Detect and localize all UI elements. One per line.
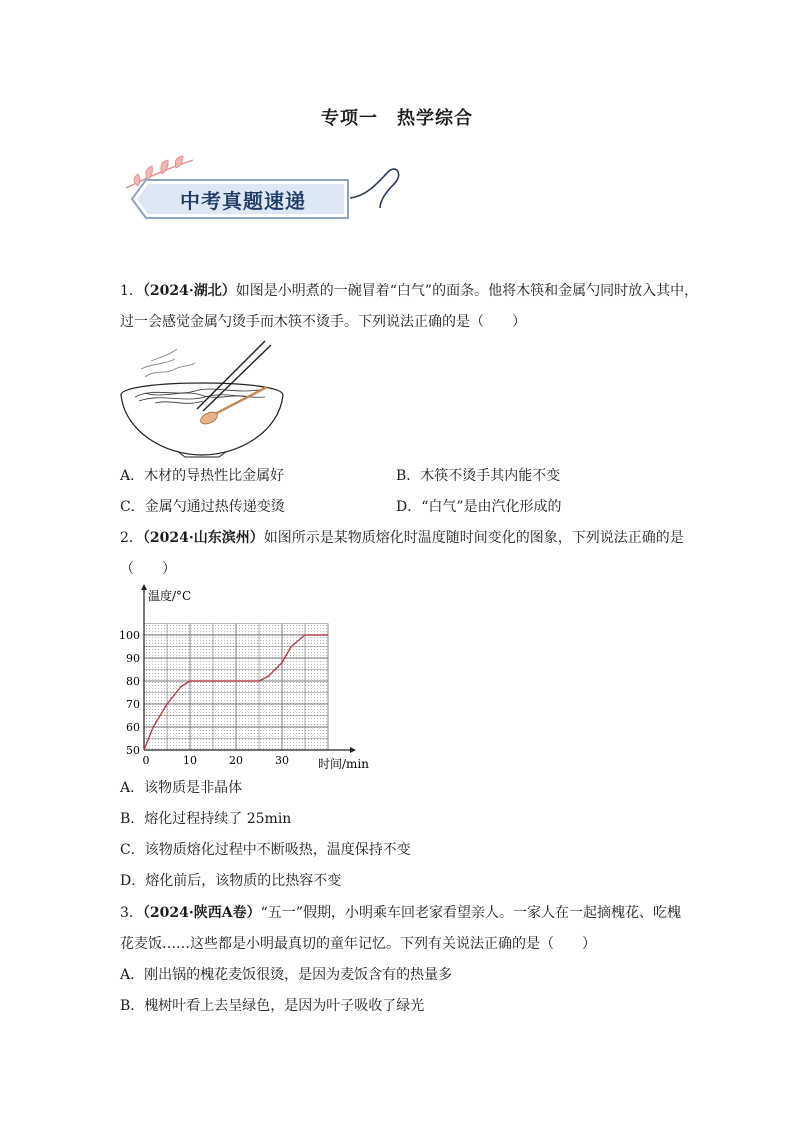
x-tick-label: 20 — [229, 754, 243, 767]
q1-line1 — [120, 281, 698, 301]
banner-text: 中考真题速递 — [180, 189, 306, 213]
q3-stem-1: “五一”假期，小明乘车回老家看望亲人。一家人在一起摘槐花、吃槐 — [260, 905, 681, 921]
q1-number: 1． — [120, 283, 143, 299]
q2-line1 — [120, 528, 684, 548]
q1-option-d[interactable]: D．“白气”是由汽化形成的 — [396, 499, 562, 515]
q1-line2: 过一会感觉金属勺烫手而木筷不烫手。下列说法正确的是（ ） — [120, 314, 526, 330]
q3-line2: 花麦饭……这些都是小明最真切的童年记忆。下列有关说法正确的是（ ） — [120, 936, 596, 952]
q2-stem-1: 如图所示是某物质熔化时温度随时间变化的图象，下列说法正确的是 — [263, 530, 684, 546]
x-tick-label: 10 — [183, 754, 197, 767]
q2-number: 2． — [120, 530, 143, 546]
y-tick-label: 70 — [126, 698, 140, 711]
y-tick-label: 80 — [126, 675, 140, 688]
page-title: 专项一 热学综合 — [321, 108, 473, 129]
q2-option-a[interactable]: A．该物质是非晶体 — [120, 780, 243, 796]
y-tick-label: 60 — [126, 721, 140, 734]
y-tick-label: 90 — [126, 652, 140, 665]
q3-line1 — [120, 903, 681, 923]
q2-source: （2024·山东滨州） — [142, 530, 264, 546]
q3-source: （2024·陕西A卷） — [142, 905, 261, 921]
y-axis-label: 温度/°C — [148, 589, 192, 603]
q1-source: （2024·湖北） — [142, 283, 236, 299]
y-tick-label: 100 — [119, 629, 140, 642]
ribbon-curl — [350, 169, 399, 208]
x-axis-arrow-icon — [350, 747, 356, 753]
q2-option-d[interactable]: D．熔化前后，该物质的比热容不变 — [120, 873, 342, 889]
q3-option-b[interactable]: B．槐树叶看上去呈绿色，是因为叶子吸收了绿光 — [120, 998, 425, 1014]
y-tick-label: 50 — [126, 744, 140, 757]
q1-option-c[interactable]: C．金属勺通过热传递变烫 — [120, 499, 285, 515]
noodle-bowl-figure — [115, 337, 290, 459]
x-axis-label: 时间/min — [318, 757, 369, 771]
q1-option-a[interactable]: A．木材的导热性比金属好 — [120, 468, 285, 484]
q2-option-b[interactable]: B．熔化过程持续了 25min — [120, 811, 292, 827]
q1-option-b[interactable]: B．木筷不烫手其内能不变 — [396, 468, 561, 484]
y-axis-arrow-icon — [141, 584, 147, 590]
q1-stem-1: 如图是小明煮的一碗冒着“白气”的面条。他将木筷和金属勺同时放入其中， — [235, 283, 699, 299]
temperature-time-chart — [118, 582, 378, 772]
steam-lines — [141, 349, 195, 377]
x-tick-label: 0 — [142, 754, 150, 767]
q3-option-a[interactable]: A．刚出锅的槐花麦饭很烫，是因为麦饭含有的热量多 — [120, 967, 453, 983]
x-tick-label: 30 — [275, 754, 289, 767]
q3-number: 3． — [120, 905, 143, 921]
q2-line2: （ ） — [120, 561, 176, 577]
q2-option-c[interactable]: C．该物质熔化过程中不断吸热，温度保持不变 — [120, 842, 411, 858]
